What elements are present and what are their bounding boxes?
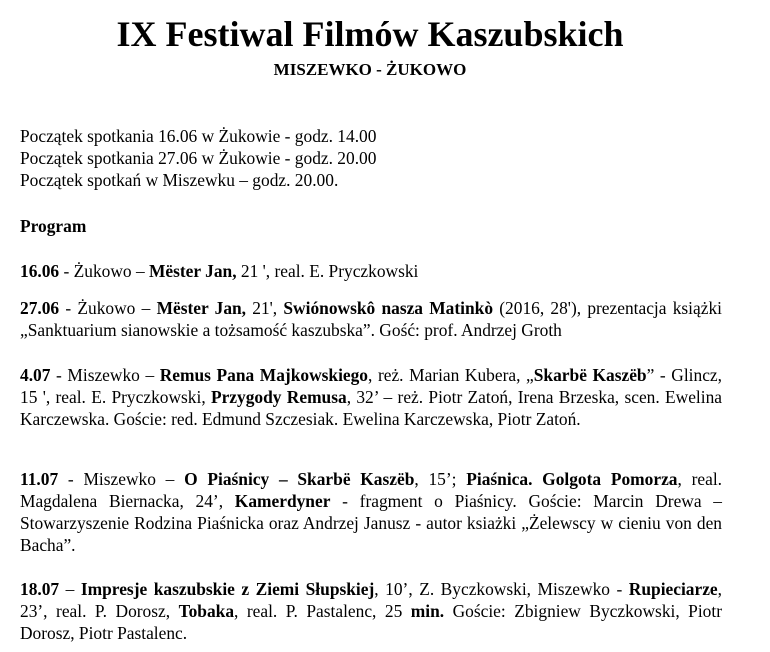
entry-text: - Żukowo – bbox=[59, 261, 149, 281]
entry-bold-text: 4.07 bbox=[20, 365, 51, 385]
entry-text: , 10’, Z. Byczkowski, Miszewko - bbox=[374, 579, 629, 599]
entry-text: 21 ', real. E. Pryczkowski bbox=[236, 261, 419, 281]
entry-bold-text: Rupieciarze bbox=[628, 579, 718, 599]
entry-text: (2016, 28'), prezentacja książki „Sanktuarium sianowskie a tożsamość kaszubska”. Gość: prof. Andrzej Groth bbox=[20, 298, 722, 340]
meeting-time-line: Początek spotkań w Miszewku – godz. 20.00. bbox=[20, 170, 339, 190]
entry-text: , 32’ – reż. Piotr Zatoń, Irena Brzeska, scen. Ewelina Karczewska. Goście: red. Edmund Szczesiak. Ewelina Karczewska, Piotr Zatoń. bbox=[20, 387, 722, 429]
entry-text: , real. P. Pastalenc, 25 bbox=[234, 601, 411, 621]
entry-bold-text: Tobaka bbox=[178, 601, 235, 621]
program-entry bbox=[20, 297, 722, 341]
entry-bold-text: 11.07 bbox=[20, 469, 59, 489]
entry-text: – bbox=[59, 579, 81, 599]
entry-bold-text: min. bbox=[410, 601, 445, 621]
program-heading: Program bbox=[20, 216, 87, 236]
entry-bold-text: Skarbë Kaszëb bbox=[533, 365, 647, 385]
program-entry bbox=[20, 364, 722, 430]
meeting-time-line: Początek spotkania 16.06 w Żukowie - godz. 14.00 bbox=[20, 126, 377, 146]
entry-text: 21', bbox=[246, 298, 284, 318]
meeting-times bbox=[20, 125, 722, 191]
entry-bold-text: Mëster Jan, bbox=[156, 298, 247, 318]
entry-text: ” - Glincz, 15 ', real. E. Pryczkowski, bbox=[20, 365, 722, 407]
entry-bold-text: Remus Pana Majkowskiego bbox=[159, 365, 369, 385]
entry-text: , reż. Marian Kubera, „ bbox=[368, 365, 534, 385]
entry-bold-text: O Piaśnicy – Skarbë Kaszëb bbox=[184, 469, 415, 489]
document-subtitle: MISZEWKO - ŻUKOWO bbox=[273, 60, 467, 79]
entry-text: - Żukowo – bbox=[59, 298, 157, 318]
entry-text: Goście: Zbigniew Byczkowski, Piotr Dorosz, Piotr Pastalenc. bbox=[20, 601, 723, 643]
entry-bold-text: Impresje kaszubskie z Ziemi Słupskiej bbox=[80, 579, 375, 599]
entry-bold-text: Piaśnica. Golgota Pomorza bbox=[466, 469, 678, 489]
document-title: IX Festiwal Filmów Kaszubskich bbox=[116, 14, 624, 54]
meeting-time-line: Początek spotkania 27.06 w Żukowie - godz. 20.00 bbox=[20, 148, 377, 168]
entry-text: , 23’, real. P. Dorosz, bbox=[20, 579, 723, 621]
entry-text: - Miszewko – bbox=[58, 469, 185, 489]
program-entry bbox=[20, 468, 722, 556]
entry-bold-text: 16.06 bbox=[20, 261, 60, 281]
entry-text: - Miszewko – bbox=[50, 365, 160, 385]
entry-bold-text: Mëster Jan, bbox=[148, 261, 237, 281]
entry-text: , real. Magdalena Biernacka, 24’, bbox=[20, 469, 723, 511]
entry-bold-text: Przygody Remusa bbox=[210, 387, 347, 407]
entry-text: , 15’; bbox=[414, 469, 467, 489]
entry-bold-text: Kamerdyner bbox=[234, 491, 331, 511]
program-entry bbox=[20, 260, 722, 282]
program-entry bbox=[20, 578, 722, 644]
entry-bold-text: 27.06 bbox=[20, 298, 60, 318]
entry-bold-text: 18.07 bbox=[20, 579, 60, 599]
entry-text: - fragment o Piaśnicy. Goście: Marcin Drewa – Stowarzyszenie Rodzina Piaśnicka oraz Andrzej Janusz - autor ksiażki „Żelewscy w cieniu von den Bacha”. bbox=[20, 491, 722, 555]
entry-bold-text: Swiónowskô nasza Matinkò bbox=[283, 298, 494, 318]
